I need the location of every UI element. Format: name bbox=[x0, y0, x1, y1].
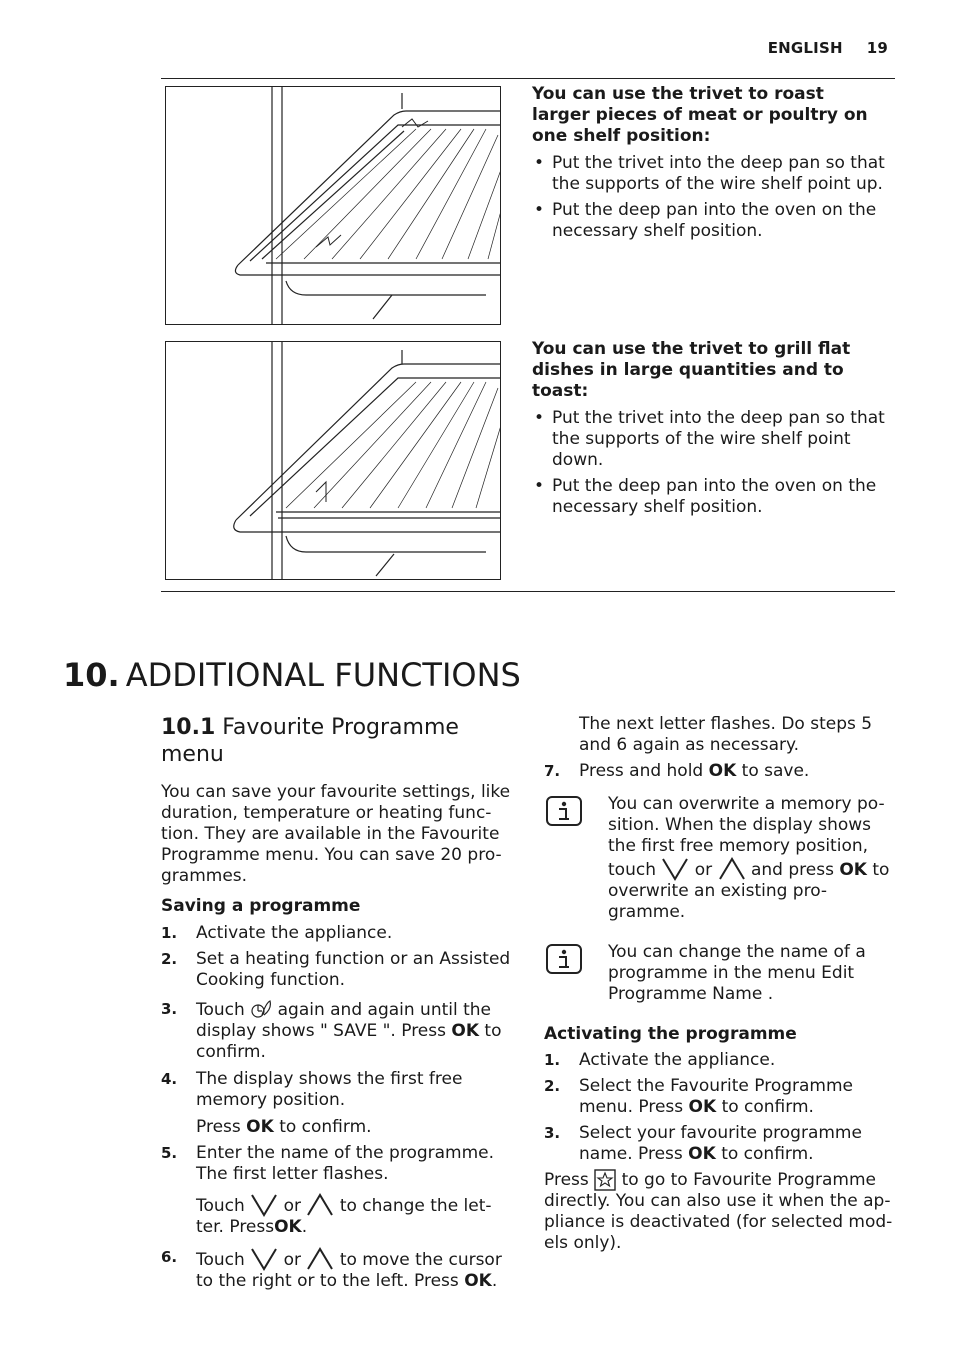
star-icon bbox=[594, 1169, 616, 1191]
step-text: Enter the name of the programme. The first letter flashes. bbox=[196, 1143, 495, 1184]
step-text: Touch bbox=[196, 1250, 245, 1270]
section-heading bbox=[161, 714, 513, 768]
trivet-up-illustration bbox=[165, 86, 501, 325]
saving-step-5 bbox=[161, 1143, 513, 1185]
info-text: and press bbox=[750, 860, 834, 880]
language-label: ENGLISH bbox=[767, 39, 843, 57]
trivet-down-lead: You can use the trivet to grill flat dishes in large quantities and to toast: bbox=[532, 339, 851, 401]
saving-step-1 bbox=[161, 923, 513, 944]
section-title: Favourite Programme menu bbox=[161, 715, 459, 767]
step-text: Touch bbox=[196, 1000, 245, 1020]
chapter-heading bbox=[63, 653, 521, 697]
step-text: Set a heating function or an Assisted Cooking function. bbox=[196, 949, 511, 990]
intro-paragraph: You can save your favourite settings, like duration, temperature or heating func-tion. They are available in the Favourite Programme menu. You can save 20 pro-grammes. bbox=[161, 782, 511, 886]
saving-heading: Saving a programme bbox=[161, 896, 361, 916]
step-text: Activate the appliance. bbox=[196, 923, 393, 943]
activating-step-3 bbox=[544, 1123, 896, 1165]
trivet-down-text bbox=[532, 339, 887, 523]
activating-step-1 bbox=[544, 1050, 896, 1071]
ok-label: OK bbox=[708, 761, 737, 781]
step-text: Press bbox=[196, 1117, 241, 1137]
ok-label: OK bbox=[464, 1271, 492, 1291]
saving-step-6 bbox=[161, 1247, 513, 1292]
step-text: or bbox=[283, 1196, 301, 1216]
left-column bbox=[161, 714, 513, 1292]
info-text: or bbox=[694, 860, 713, 880]
step-text: again and again until the display shows " SAVE ". Press bbox=[196, 1000, 492, 1041]
saving-step-3 bbox=[161, 999, 513, 1063]
info-text: You can change the name of a programme in the menu Edit Programme Name . bbox=[608, 942, 866, 1004]
step-text: to confirm. bbox=[279, 1117, 372, 1137]
page-header bbox=[768, 39, 888, 57]
saving-step-4-confirm bbox=[161, 1117, 513, 1138]
step-text: . bbox=[491, 1271, 498, 1291]
chevron-down-icon bbox=[661, 857, 689, 881]
favourite-programme-icon bbox=[250, 999, 272, 1021]
trivet-down-bullet-1: • Put the trivet into the deep pan so that the supports of the wire shelf point down. bbox=[532, 408, 887, 471]
step-number: 3. bbox=[544, 1124, 561, 1142]
step-number: 2. bbox=[161, 950, 178, 968]
step-number: 5. bbox=[161, 1144, 178, 1162]
trivet-up-bullet-2: • Put the deep pan into the oven on the necessary shelf position. bbox=[532, 200, 887, 242]
info-text: You can overwrite a memory po-sition. When the display shows the first free memory position, touch bbox=[608, 794, 885, 880]
step-number: 7. bbox=[544, 762, 561, 780]
step-text: Select the Favourite Programme menu. Press bbox=[579, 1076, 854, 1117]
activating-step-2 bbox=[544, 1076, 896, 1118]
step-text: Touch bbox=[196, 1196, 245, 1216]
activating-direct-paragraph bbox=[544, 1169, 896, 1254]
step-text: to change the let-ter. Press bbox=[196, 1196, 492, 1237]
ok-label: OK bbox=[274, 1217, 302, 1237]
trivet-up-bullet-1: • Put the trivet into the deep pan so that the supports of the wire shelf point up. bbox=[532, 153, 887, 195]
chevron-up-icon bbox=[718, 857, 746, 881]
step-text: Select your favourite programme name. Press bbox=[579, 1123, 862, 1164]
chevron-down-icon bbox=[250, 1247, 278, 1271]
ok-label: OK bbox=[839, 860, 867, 880]
ok-label: OK bbox=[688, 1144, 716, 1164]
section-number: 10.1 bbox=[161, 715, 216, 740]
step-text: to confirm. bbox=[721, 1144, 814, 1164]
trivet-up-lead: You can use the trivet to roast larger pieces of meat or poultry on one shelf position: bbox=[532, 84, 868, 146]
ok-label: OK bbox=[246, 1117, 274, 1137]
step-text: Activate the appliance. bbox=[579, 1050, 776, 1070]
paragraph-text: Press bbox=[544, 1170, 589, 1190]
saving-step-7 bbox=[544, 761, 896, 782]
saving-step-6-continued: The next letter flashes. Do steps 5 and 6 again as necessary. bbox=[579, 714, 873, 755]
step-number: 2. bbox=[544, 1077, 561, 1095]
step-number: 1. bbox=[161, 924, 178, 942]
activating-heading: Activating the programme bbox=[544, 1024, 797, 1044]
chevron-up-icon bbox=[306, 1247, 334, 1271]
step-number: 6. bbox=[161, 1248, 178, 1266]
info-icon bbox=[546, 944, 582, 974]
ok-label: OK bbox=[451, 1021, 480, 1041]
ok-label: OK bbox=[688, 1097, 717, 1117]
info-note-overwrite bbox=[544, 794, 896, 923]
step-text: to save. bbox=[741, 761, 810, 781]
info-text: to overwrite an existing pro-gramme. bbox=[608, 860, 890, 922]
right-column bbox=[544, 714, 896, 1254]
saving-step-4 bbox=[161, 1069, 513, 1111]
step-text: The display shows the first free memory position. bbox=[196, 1069, 463, 1110]
step-text: . bbox=[301, 1217, 308, 1237]
chevron-up-icon bbox=[306, 1193, 334, 1217]
saving-step-5-touch bbox=[161, 1193, 513, 1238]
chapter-number: 10. bbox=[63, 656, 120, 694]
step-number: 4. bbox=[161, 1070, 178, 1088]
saving-step-2 bbox=[161, 949, 513, 991]
chevron-down-icon bbox=[250, 1193, 278, 1217]
trivet-up-text bbox=[532, 84, 887, 247]
page-number: 19 bbox=[866, 39, 888, 57]
step-number: 3. bbox=[161, 1000, 178, 1018]
step-text: Press and hold bbox=[579, 761, 704, 781]
step-text: to move the cursor to the right or to the left. Press bbox=[196, 1250, 502, 1291]
step-text: or bbox=[283, 1250, 301, 1270]
step-number: 1. bbox=[544, 1051, 561, 1069]
bottom-rule bbox=[161, 591, 895, 592]
info-note-rename bbox=[544, 942, 896, 1005]
step-text: to confirm. bbox=[196, 1021, 502, 1062]
paragraph-text: to go to Favourite Programme directly. You can also use it when the ap-pliance is deactivated (for selected mod-els only). bbox=[544, 1170, 893, 1253]
top-rule bbox=[161, 78, 895, 79]
step-text: to confirm. bbox=[721, 1097, 814, 1117]
info-icon bbox=[546, 796, 582, 826]
trivet-down-illustration bbox=[165, 341, 501, 580]
trivet-down-bullet-2: • Put the deep pan into the oven on the necessary shelf position. bbox=[532, 476, 887, 518]
chapter-title: ADDITIONAL FUNCTIONS bbox=[125, 656, 521, 694]
